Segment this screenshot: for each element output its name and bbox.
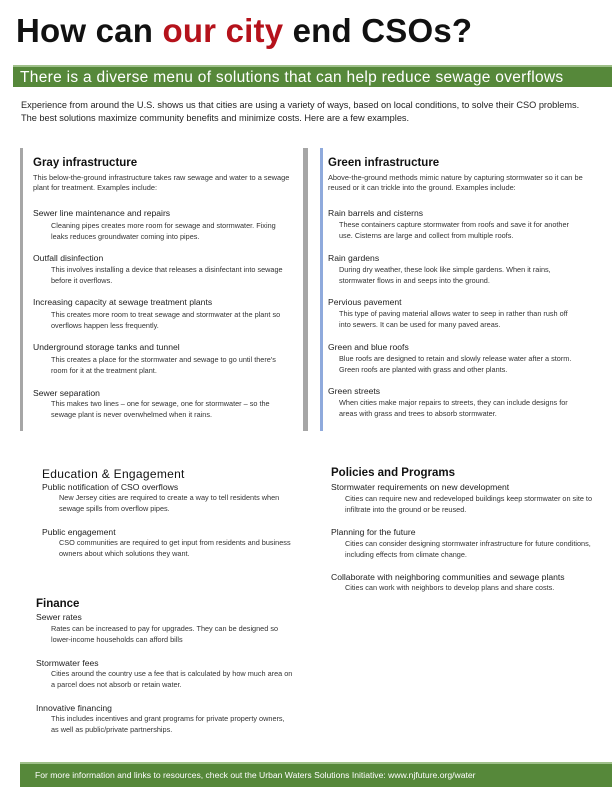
green-item-text: These containers capture stormwater from roofs and save it for another use. Cisterns are large and collect from multiple roofs.: [339, 220, 569, 240]
gray-item-text: Cleaning pipes creates more room for sewage and stormwater. Fixing leaks reduces groundwater coming into pipes.: [51, 221, 276, 241]
gray-item-text: This makes two lines – one for sewage, one for stormwater – so the sewage plant is never overwhelmed when it rains.: [51, 399, 270, 419]
green-item-heading: Green and blue roofs: [328, 342, 409, 352]
green-item-text: This type of paving material allows water to seep in rather than rush off into sewers. It can be used for many paved areas.: [339, 309, 568, 329]
education-item-text: New Jersey cities are required to create a way to tell residents when sewage spills from overflow pipes.: [59, 493, 280, 513]
green-item-text: Blue roofs are designed to retain and slowly release water after a storm. Green roofs are planted with grass and other plants.: [339, 354, 572, 374]
finance-item-heading: Innovative financing: [36, 703, 112, 713]
gray-item-heading: Sewer separation: [33, 388, 100, 398]
finance-item-text: Cities around the country use a fee that is calculated by how much area on a parcel does not absorb or retain water.: [51, 669, 293, 689]
gray-infrastructure-description: This below-the-ground infrastructure takes raw sewage and water to a sewage plant for treatment. Examples include:: [33, 173, 290, 192]
gray-item-text: This involves installing a device that releases a disinfectant into sewage before it overflows.: [51, 265, 283, 285]
education-item-heading: Public notification of CSO overflows: [42, 482, 179, 492]
policies-item-text: Cities can require new and redeveloped buildings keep stormwater on site to infiltrate into the ground or be reused.: [345, 494, 593, 514]
finance-item-text: Rates can be increased to pay for upgrades. They can be designed so lower-income households can afford bills: [51, 624, 279, 644]
education-item-text: CSO communities are required to get input from residents and business owners about which solutions they want.: [59, 538, 291, 558]
green-item-text: During dry weather, these look like simple gardens. When it rains, stormwater flows in and seeps into the ground.: [339, 265, 551, 285]
green-item-heading: Rain gardens: [328, 253, 380, 263]
green-infrastructure-description: Above-the-ground methods mimic nature by capturing stormwater so it can be reused or it can trickle into the ground. Examples include:: [328, 173, 583, 192]
footer-banner: For more information and links to resources, check out the Urban Waters Solutions Initiative: www.njfuture.org/water: [20, 762, 612, 787]
policies-programs-heading: Policies and Programs: [331, 467, 455, 479]
green-item-text: When cities make major repairs to streets, they can include designs for areas with grass and trees to absorb stormwater.: [339, 398, 568, 418]
policies-item-text: Cities can work with neighbors to develop plans and share costs.: [345, 583, 555, 592]
green-section-bar: [320, 148, 323, 431]
green-infrastructure-heading: Green infrastructure: [328, 157, 440, 169]
gray-item-heading: Outfall disinfection: [33, 253, 104, 263]
intro-paragraph: Experience from around the U.S. shows us that cities are using a variety of ways, based on local conditions, to solve their CSO problems. The best solutions maximize community benefits and minimize costs. Here are a few examples.: [21, 100, 580, 123]
green-item-heading: Rain barrels and cisterns: [328, 208, 424, 218]
gray-item-heading: Sewer line maintenance and repairs: [33, 208, 171, 218]
policies-item-heading: Collaborate with neighboring communities and sewage plants: [331, 572, 565, 582]
gray-item-text: This creates a place for the stormwater and sewage to go until there's room for it at the treatment plant.: [51, 355, 276, 375]
gray-infrastructure-heading: Gray infrastructure: [33, 157, 138, 169]
policies-item-text: Cities can consider designing stormwater infrastructure for future conditions, including effects from climate change.: [345, 539, 591, 559]
gray-section-bar: [20, 148, 23, 431]
education-engagement-heading: Education & Engagement: [42, 467, 185, 481]
finance-item-text: This includes incentives and grant programs for private property owners, as well as public/private partnerships.: [51, 714, 285, 734]
subtitle-banner: There is a diverse menu of solutions that can help reduce sewage overflows: [13, 65, 612, 87]
finance-item-heading: Sewer rates: [36, 612, 82, 622]
gray-section-bar-right: [303, 148, 308, 431]
gray-item-heading: Increasing capacity at sewage treatment plants: [33, 297, 213, 307]
finance-heading: Finance: [36, 598, 80, 610]
green-item-heading: Green streets: [328, 386, 381, 396]
gray-item-heading: Underground storage tanks and tunnel: [33, 342, 180, 352]
gray-item-text: This creates more room to treat sewage and stormwater at the plant so overflows happen less frequently.: [51, 310, 281, 330]
page-title: How can our city end CSOs?: [16, 12, 473, 49]
policies-item-heading: Stormwater requirements on new development: [331, 482, 510, 492]
finance-item-heading: Stormwater fees: [36, 658, 99, 668]
education-item-heading: Public engagement: [42, 527, 116, 537]
policies-item-heading: Planning for the future: [331, 527, 416, 537]
green-item-heading: Pervious pavement: [328, 297, 402, 307]
